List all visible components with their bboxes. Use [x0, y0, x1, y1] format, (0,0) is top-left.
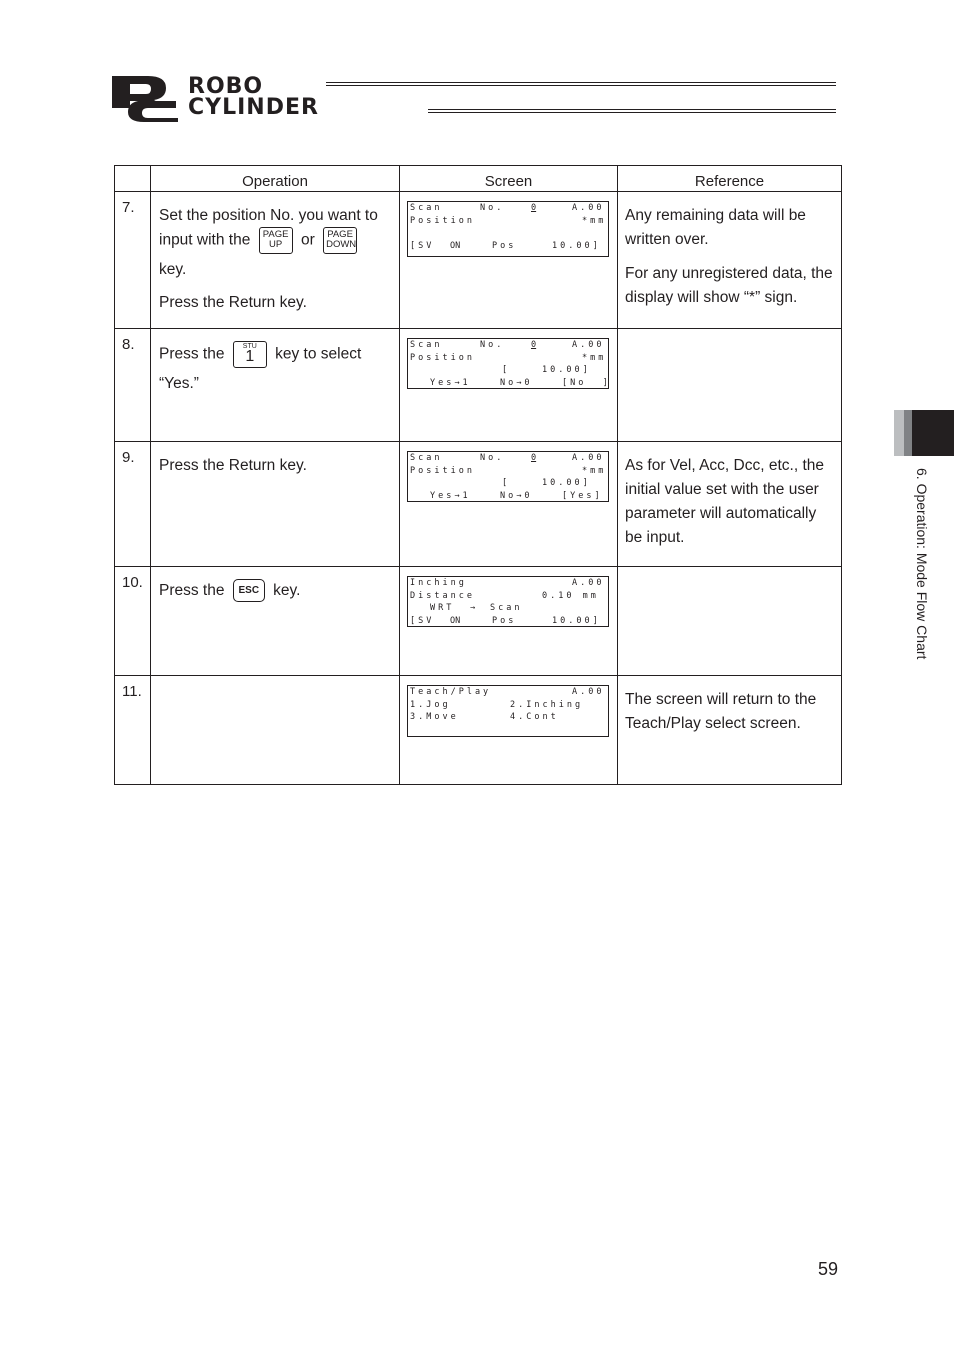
logo-text-robo: ROBO — [188, 74, 264, 99]
header-screen: Screen — [400, 166, 618, 192]
step-number: 10. — [115, 567, 151, 676]
number-1-key-icon: STU 1 — [233, 341, 267, 368]
operation-text: Press the Return key. — [159, 294, 307, 311]
esc-key-icon: ESC — [233, 579, 265, 602]
screen-cell — [400, 567, 618, 676]
operation-text: Set the position No. you want to input with the — [159, 207, 378, 249]
page-number: 59 — [818, 1259, 839, 1279]
header-blank — [115, 166, 151, 192]
step-number: 7. — [115, 192, 151, 329]
operation-cell — [151, 676, 400, 785]
operation-cell: Set the position No. you want to input with the PAGE UP or PAGE DOWN key. Press the Return key. — [151, 192, 400, 329]
screen-cell — [400, 676, 618, 785]
lcd-screen: Teach/Play A.00 1.Jog 2.Inching 3.Move 4.Cont — [407, 685, 609, 737]
lcd-screen: Scan No. 0 A.00 Position *mm [ 10.00] Yes→1 No→0 [No ] — [407, 338, 609, 389]
chapter-tab — [894, 410, 954, 456]
step-number: 8. — [115, 329, 151, 442]
table-row — [115, 329, 842, 442]
logo-rule-top — [326, 82, 836, 86]
table-header-row — [115, 166, 842, 192]
reference-cell: The screen will return to the Teach/Play select screen. — [618, 676, 842, 785]
reference-cell — [618, 567, 842, 676]
operation-table — [114, 165, 842, 785]
lcd-screen: Inching A.00 Distance 0.10 mm WRT → Scan [SV ON Pos 10.00] — [407, 576, 609, 627]
reference-cell: Any remaining data will be written over. For any unregistered data, the display will show “*” sign. — [618, 192, 842, 329]
lcd-screen: Scan No. 0 A.00 Position *mm [SV ON Pos 10.00] — [407, 201, 609, 257]
screen-cell — [400, 192, 618, 329]
reference-cell: As for Vel, Acc, Dcc, etc., the initial value set with the user parameter will automatically be input. — [618, 442, 842, 567]
operation-cell: Press the STU 1 key to select “Yes.” — [151, 329, 400, 442]
page-down-key-icon: PAGE DOWN — [323, 227, 357, 254]
page-up-key-icon: PAGE UP — [259, 227, 293, 254]
screen-cell — [400, 442, 618, 567]
rc-logo-icon — [108, 74, 188, 124]
operation-cell: Press the Return key. — [151, 442, 400, 567]
reference-cell — [618, 329, 842, 442]
screen-cell — [400, 329, 618, 442]
header-reference: Reference — [618, 166, 842, 192]
lcd-screen: Scan No. 0 A.00 Position *mm [ 10.00] Yes→1 No→0 [Yes] — [407, 451, 609, 502]
chapter-label: 6. Operation: Mode Flow Chart — [914, 468, 930, 660]
table-row — [115, 676, 842, 785]
header-operation: Operation — [151, 166, 400, 192]
step-number: 11. — [115, 676, 151, 785]
robo-cylinder-logo — [108, 74, 848, 124]
operation-cell: Press the ESC key. — [151, 567, 400, 676]
table-row — [115, 442, 842, 567]
logo-rule-bottom — [428, 109, 836, 113]
table-row — [115, 192, 842, 329]
table-row — [115, 567, 842, 676]
logo-text-cylinder: CYLINDER — [188, 95, 319, 120]
step-number: 9. — [115, 442, 151, 567]
